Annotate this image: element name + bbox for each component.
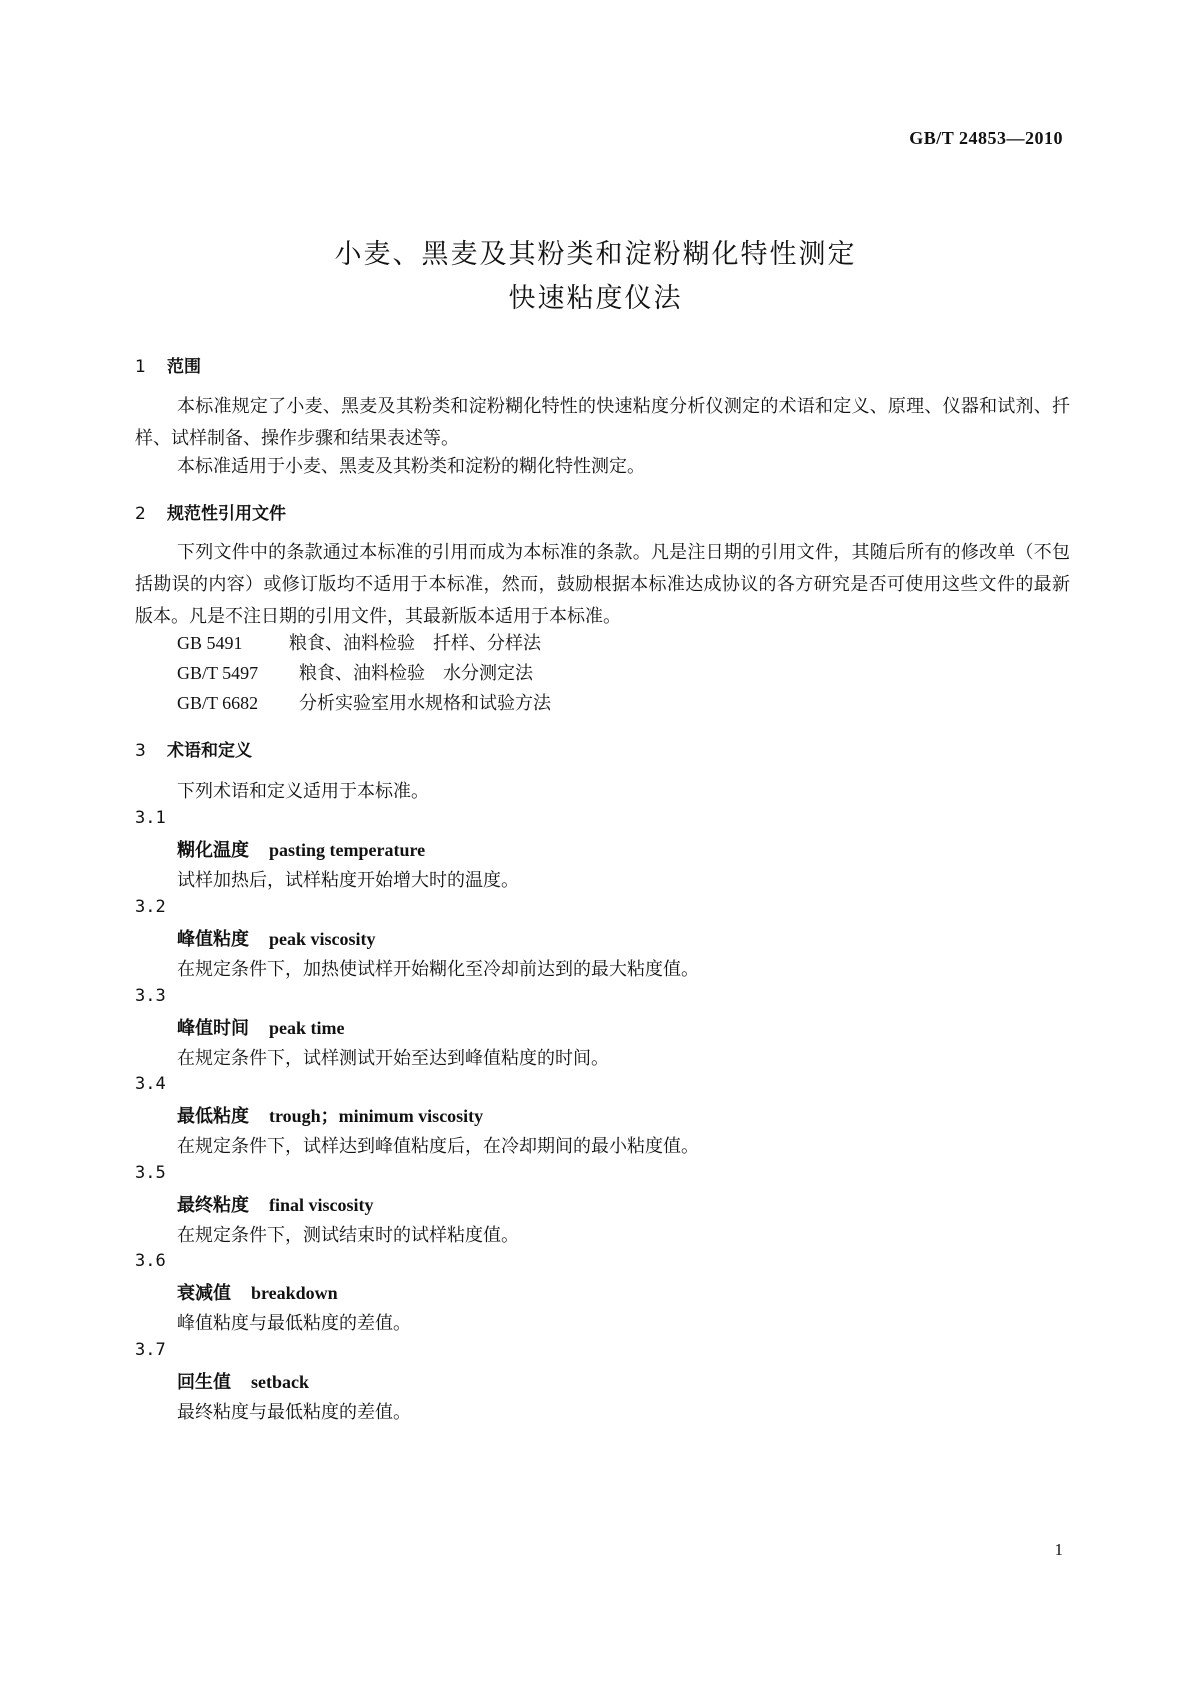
reference-item bbox=[177, 659, 533, 685]
reference-code: GB 5491 bbox=[177, 633, 243, 653]
term-en: breakdown bbox=[251, 1283, 338, 1303]
reference-title: 分析实验室用水规格和试验方法 bbox=[299, 693, 551, 714]
reference-item bbox=[177, 689, 551, 715]
term-number: 3.2 bbox=[135, 897, 166, 917]
term-number: 3.1 bbox=[135, 808, 166, 828]
term-zh: 最低粘度 bbox=[177, 1106, 249, 1127]
section-2-paragraph-1: 下列文件中的条款通过本标准的引用而成为本标准的条款。凡是注日期的引用文件，其随后所有的修改单（不包括勘误的内容）或修订版均不适用于本标准，然而，鼓励根据本标准达成协议的各方研究是否可使用这些文件的最新版本。凡是不注日期的引用文件，其最新版本适用于本标准。 bbox=[135, 542, 1070, 627]
term-number: 3.7 bbox=[135, 1340, 166, 1360]
section-1-paragraph-1: 本标准规定了小麦、黑麦及其粉类和淀粉糊化特性的快速粘度分析仪测定的术语和定义、原理、仪器和试剂、扦样、试样制备、操作步骤和结果表述等。 bbox=[135, 396, 1070, 449]
term-number: 3.5 bbox=[135, 1163, 166, 1183]
document-title-line2: 快速粘度仪法 bbox=[508, 283, 683, 314]
term-title bbox=[177, 836, 425, 862]
reference-item bbox=[177, 629, 541, 655]
page-number: 1 bbox=[1054, 1540, 1063, 1559]
term-number: 3.4 bbox=[135, 1074, 166, 1094]
term-definition: 在规定条件下，试样测试开始至达到峰值粘度的时间。 bbox=[177, 1048, 609, 1069]
section-3-intro: 下列术语和定义适用于本标准。 bbox=[177, 781, 429, 802]
term-number: 3.3 bbox=[135, 986, 166, 1006]
term-zh: 衰减值 bbox=[177, 1283, 231, 1304]
term-zh: 回生值 bbox=[177, 1372, 231, 1393]
term-zh: 峰值时间 bbox=[177, 1018, 249, 1039]
term-zh: 糊化温度 bbox=[177, 840, 249, 861]
term-zh: 峰值粘度 bbox=[177, 929, 249, 950]
section-2-title: 规范性引用文件 bbox=[167, 504, 286, 524]
term-title bbox=[177, 1279, 338, 1305]
term-title bbox=[177, 1191, 374, 1217]
section-1-heading bbox=[135, 352, 201, 377]
term-en: pasting temperature bbox=[269, 840, 426, 860]
section-1-title: 范围 bbox=[167, 357, 201, 377]
standard-code: GB/T 24853—2010 bbox=[909, 128, 1063, 148]
term-en: final viscosity bbox=[269, 1195, 374, 1215]
section-1-paragraph-2: 本标准适用于小麦、黑麦及其粉类和淀粉的糊化特性测定。 bbox=[177, 456, 645, 477]
term-definition: 在规定条件下，加热使试样开始糊化至冷却前达到的最大粘度值。 bbox=[177, 959, 699, 980]
term-en: peak time bbox=[269, 1018, 345, 1038]
term-number: 3.6 bbox=[135, 1251, 166, 1271]
reference-title: 粮食、油料检验 扦样、分样法 bbox=[289, 633, 541, 654]
reference-title: 粮食、油料检验 水分测定法 bbox=[299, 663, 533, 684]
section-3-title: 术语和定义 bbox=[167, 741, 252, 761]
reference-code: GB/T 5497 bbox=[177, 663, 259, 683]
section-2-heading bbox=[135, 499, 286, 524]
section-2-number: 2 bbox=[135, 504, 146, 524]
term-definition: 试样加热后，试样粘度开始增大时的温度。 bbox=[177, 870, 519, 891]
term-definition: 在规定条件下，试样达到峰值粘度后，在冷却期间的最小粘度值。 bbox=[177, 1136, 699, 1157]
document-title-line1: 小麦、黑麦及其粉类和淀粉糊化特性测定 bbox=[334, 239, 857, 270]
term-en: trough；minimum viscosity bbox=[269, 1106, 484, 1126]
term-definition: 在规定条件下，测试结束时的试样粘度值。 bbox=[177, 1225, 519, 1246]
section-3-heading bbox=[135, 736, 252, 761]
term-definition: 峰值粘度与最低粘度的差值。 bbox=[177, 1313, 411, 1334]
term-zh: 最终粘度 bbox=[177, 1195, 249, 1216]
term-en: peak viscosity bbox=[269, 929, 376, 949]
reference-code: GB/T 6682 bbox=[177, 693, 259, 713]
term-en: setback bbox=[251, 1372, 309, 1392]
term-title bbox=[177, 1014, 345, 1040]
section-1-number: 1 bbox=[135, 357, 146, 377]
term-title bbox=[177, 925, 376, 951]
section-3-number: 3 bbox=[135, 741, 146, 761]
term-title bbox=[177, 1102, 483, 1128]
term-definition: 最终粘度与最低粘度的差值。 bbox=[177, 1402, 411, 1423]
term-title bbox=[177, 1368, 309, 1394]
